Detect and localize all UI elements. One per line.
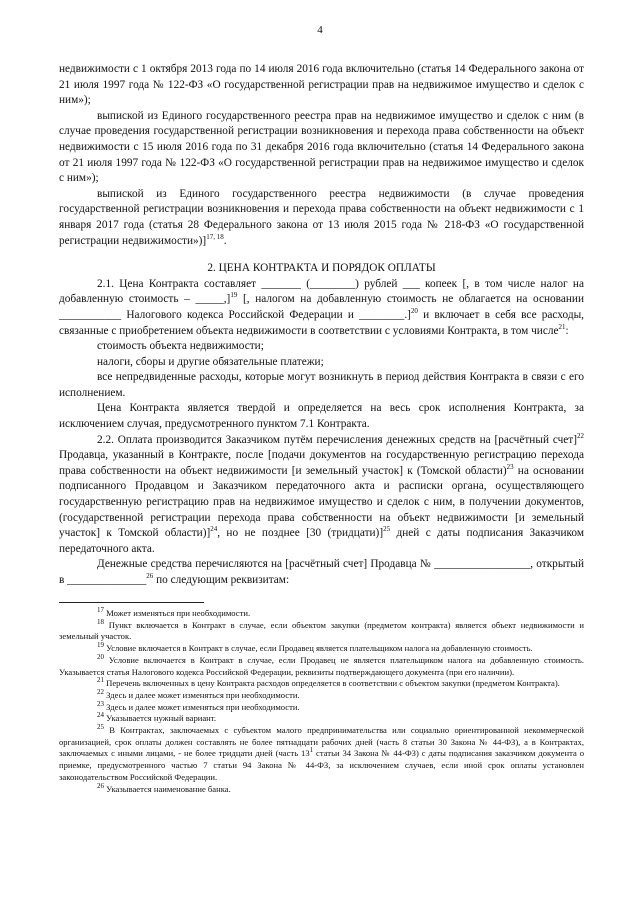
- paragraph: [59, 187, 584, 249]
- footnote-ref: 26: [97, 781, 104, 790]
- footnote: [59, 643, 584, 655]
- footnote-ref: 24: [210, 525, 218, 534]
- footnote-ref: 21: [558, 322, 566, 331]
- text-run: :: [565, 324, 569, 337]
- footnote-ref: 20: [410, 307, 418, 316]
- text-run: выпиской из Единого государственного реестра прав на недвижимое имущество и сделок с ним (в случае проведения государственной регистрации возникновения и перехода права собственности на объект недвижимости с 15 июля 2016 года по 31 декабря 2016 года включительно (статья 14 Федерального закона от 21 июля 1997 года № 122-ФЗ «О государственной регистрации прав на недвижимое имущество и сделок с ним»);: [59, 109, 584, 185]
- page-number: 4: [317, 24, 323, 36]
- footnote-ref: 24: [97, 711, 104, 720]
- text-run: .: [223, 234, 227, 247]
- text-run: Здесь и далее может изменяться при необходимости.: [104, 701, 300, 712]
- text-run: Указывается наименование банка.: [104, 783, 231, 794]
- footnote-ref: 20: [97, 652, 104, 661]
- text-run: все непредвиденные расходы, которые могут возникнуть в период действия Контракта в связи с его исполнением.: [59, 371, 584, 399]
- footnote: [59, 617, 584, 643]
- paragraph: [59, 62, 584, 109]
- text-run: по следующим реквизитам:: [153, 574, 290, 586]
- text-run: Цена Контракта является твердой и определяется на весь срок исполнения Контракта, за исключением случая, предусмотренного пунктом 7.1 Контракта.: [59, 402, 584, 431]
- footnote-ref: 22: [577, 431, 584, 440]
- text-run: дней с даты подписания Заказчиком передаточного акта.: [59, 527, 584, 555]
- paragraph: [59, 370, 584, 401]
- footnote-ref: 19: [97, 641, 104, 650]
- footnote-ref: 26: [146, 572, 154, 581]
- text-run: недвижимости с 1 октября 2013 года по 14 июля 2016 года включительно (статья 14 Федерального закона от 21 июля 1997 года № 122-ФЗ «О государственной регистрации прав на недвижимое имущество и сделок с ним»);: [59, 63, 584, 107]
- text-run: , но не позднее [30 (тридцати)]: [217, 527, 384, 540]
- document-body: [59, 62, 584, 589]
- paragraph: [59, 339, 584, 355]
- paragraph: [59, 355, 584, 371]
- text-run: 2.2. Оплата производится Заказчиком путём перечисления денежных средств на [расчётный счет]: [97, 433, 577, 446]
- footnote: [59, 678, 584, 690]
- footnote: [59, 713, 584, 725]
- paragraph: [59, 277, 584, 339]
- text-run: Продавца, указанный в Контракте, после [подачи документов на государственную регистрацию перехода права собственности на объект недвижимости [и земельный участок] к (Томской области): [59, 449, 584, 477]
- text-run: стоимость объекта недвижимости;: [97, 340, 264, 353]
- footnote-ref: 25: [97, 723, 104, 732]
- text-run: В Контрактах, заключаемых с субъектом малого предпринимательства или социально ориентированной некоммерческой организацией, срок оплаты должен составлять не более пятнадцати рабочих дней (часть 8 статьи 30 Закона № 44-ФЗ), а в Контрактах, заключаемых с иными лицами, - не более тридцати дней (часть 13: [59, 725, 584, 759]
- footnotes-section: [59, 608, 584, 795]
- text-run: [, налогом на добавленную стоимость не облагается на основании ___________ Налогового кодекса Российской Федерации и ________.]: [59, 293, 584, 321]
- text-run: Условие включается в Контракт в случае, если Продавец не является плательщиком налога на добавленную стоимость. Указывается статья Налогового кодекса Российской Федерации, реквизиты подтверждающего документа (при его наличии).: [59, 654, 584, 677]
- text-run: и включает в себя все расходы, связанные с приобретением объекта недвижимости в соответствии с условиями Контракта, в том числе: [59, 308, 585, 337]
- text-run: статьи 34 Закона № 44-ФЗ) с даты подписания заказчиком документа о приемке, предусмотренного частью 7 статьи 94 Закона № 44-ФЗ, за исключением случаев, если иной срок оплаты установлен законодательством Российской Федерации.: [59, 748, 584, 782]
- text-run: Пункт включается в Контракт в случае, если объектом закупки (предметом контракта) является объект недвижимости и земельный участок.: [59, 619, 584, 642]
- paragraph: [59, 109, 584, 187]
- footnote-ref: 19: [230, 291, 238, 300]
- footnote-ref: 21: [97, 676, 104, 685]
- footnote-ref: 25: [383, 525, 391, 534]
- text-run: на основании подписанного Продавцом и Заказчиком передаточного акта и расписки органа, осуществляющего государственную регистрацию прав на недвижимое имущество и сделок с ним, в получении документов, (государственной регистрации перехода права собственности на объект недвижимости [и земельный участок] к Томской области)]: [59, 464, 584, 540]
- footnote-ref: 22: [97, 688, 104, 697]
- footnote-ref: 23: [97, 699, 104, 708]
- text-run: Здесь и далее может изменяться при необходимости.: [104, 689, 300, 700]
- footnote-ref: 1: [309, 746, 314, 755]
- footnote: [59, 652, 584, 678]
- paragraph: [59, 401, 584, 432]
- footnote-ref: 18: [97, 617, 104, 626]
- paragraph: [59, 557, 584, 588]
- footnote: [59, 699, 584, 714]
- footnote: [59, 725, 584, 784]
- text-run: Указывается нужный вариант.: [104, 713, 217, 724]
- section-heading: [59, 261, 584, 277]
- paragraph: [59, 433, 584, 558]
- footnote: [59, 608, 584, 620]
- text-run: Может изменяться при необходимости.: [104, 608, 251, 618]
- text-run: Перечень включенных в цену Контракта расходов определяется в соответствии с объектом закупки (предметом Контракта).: [104, 678, 560, 689]
- footnote: [59, 781, 584, 796]
- text-run: налоги, сборы и другие обязательные платежи;: [97, 355, 324, 368]
- text-run: Условие включается в Контракт в случае, если Продавец является плательщиком налога на добавленную стоимость.: [104, 643, 533, 654]
- footnote-ref: 17, 18: [206, 232, 224, 241]
- text-run: 2.1. Цена Контракта составляет _______ (________) рублей ___ копеек [, в том числе налог на добавленную стоимость – _____,]: [59, 277, 584, 306]
- text-run: 2. ЦЕНА КОНТРАКТА И ПОРЯДОК ОПЛАТЫ: [207, 262, 436, 275]
- footnote: [59, 690, 584, 702]
- text-run: Денежные средства перечисляются на [расчётный счет] Продавца № _________________, открытый в ______________: [59, 558, 584, 586]
- footnote-separator: [59, 602, 204, 603]
- footnote-ref: 23: [506, 463, 514, 472]
- text-run: выпиской из Единого государственного реестра недвижимости (в случае проведения государственной регистрации возникновения и перехода права собственности на объект недвижимости с 1 января 2017 года (статья 28 Федерального закона от 13 июля 2015 года № 218-ФЗ «О государственной регистрации недвижимости»)]: [59, 187, 584, 247]
- footnote-ref: 17: [97, 606, 104, 615]
